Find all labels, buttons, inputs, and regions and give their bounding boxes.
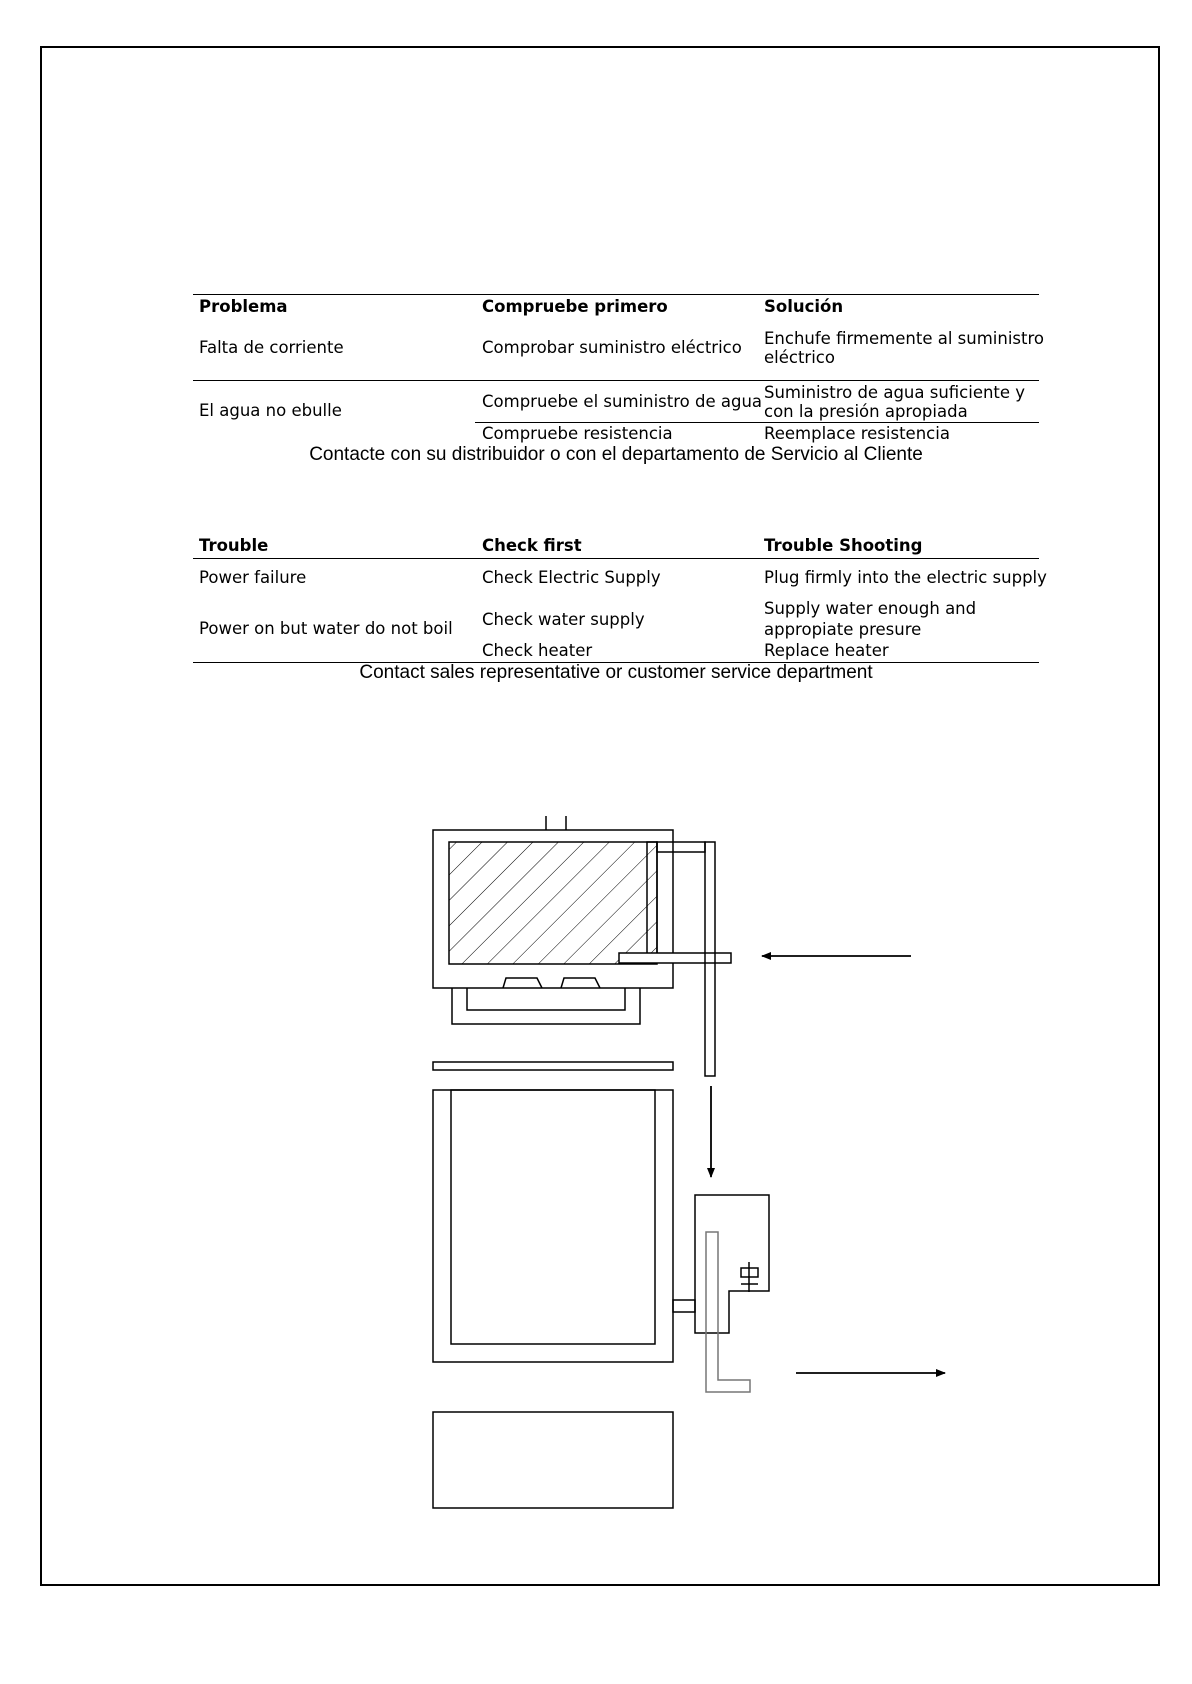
row2-solution-a-line2: con la presión apropiada bbox=[764, 402, 968, 421]
row1-solution: Plug firmly into the electric supply bbox=[764, 568, 1047, 587]
row2-problem: Power on but water do not boil bbox=[199, 619, 453, 638]
row1-problem: Falta de corriente bbox=[199, 338, 344, 357]
water-tank bbox=[433, 1090, 695, 1362]
row2-check-a: Compruebe el suministro de agua bbox=[482, 392, 763, 411]
gasket-plate bbox=[433, 1062, 673, 1070]
row2-solution-a-line1: Suministro de agua suficiente y bbox=[764, 383, 1026, 402]
row2-check-a: Check water supply bbox=[482, 610, 645, 629]
row2-check-b: Check heater bbox=[482, 641, 593, 660]
arrows bbox=[711, 956, 945, 1373]
contact-note: Contacte con su distribuidor o con el departamento de Servicio al Cliente bbox=[309, 444, 923, 465]
row2-solution-b: Reemplace resistencia bbox=[764, 424, 950, 443]
row2-solution-a-line1: Supply water enough and bbox=[764, 599, 977, 618]
row1-check: Comprobar suministro eléctrico bbox=[482, 338, 742, 357]
header-trouble-shooting: Trouble Shooting bbox=[764, 536, 923, 555]
header-problem: Problema bbox=[199, 297, 288, 316]
row1-check: Check Electric Supply bbox=[482, 568, 661, 587]
contact-note: Contact sales representative or customer service department bbox=[359, 662, 873, 683]
row2-check-b: Compruebe resistencia bbox=[482, 424, 673, 443]
upper-tank-assembly bbox=[433, 816, 731, 1076]
row1-solution-line1: Enchufe firmemente al suministro bbox=[764, 329, 1045, 348]
row1-solution-line2: eléctrico bbox=[764, 348, 835, 367]
header-solution: Solución bbox=[764, 297, 844, 316]
header-trouble: Trouble bbox=[199, 536, 269, 555]
thermostat-bracket bbox=[695, 1195, 769, 1392]
row2-problem: El agua no ebulle bbox=[199, 401, 342, 420]
header-check-first: Compruebe primero bbox=[482, 297, 668, 316]
row1-problem: Power failure bbox=[199, 568, 307, 587]
base-block bbox=[433, 1412, 673, 1508]
row2-solution-a-line2: appropiate presure bbox=[764, 620, 922, 639]
header-check-first: Check first bbox=[482, 536, 582, 555]
row2-solution-b: Replace heater bbox=[764, 641, 889, 660]
